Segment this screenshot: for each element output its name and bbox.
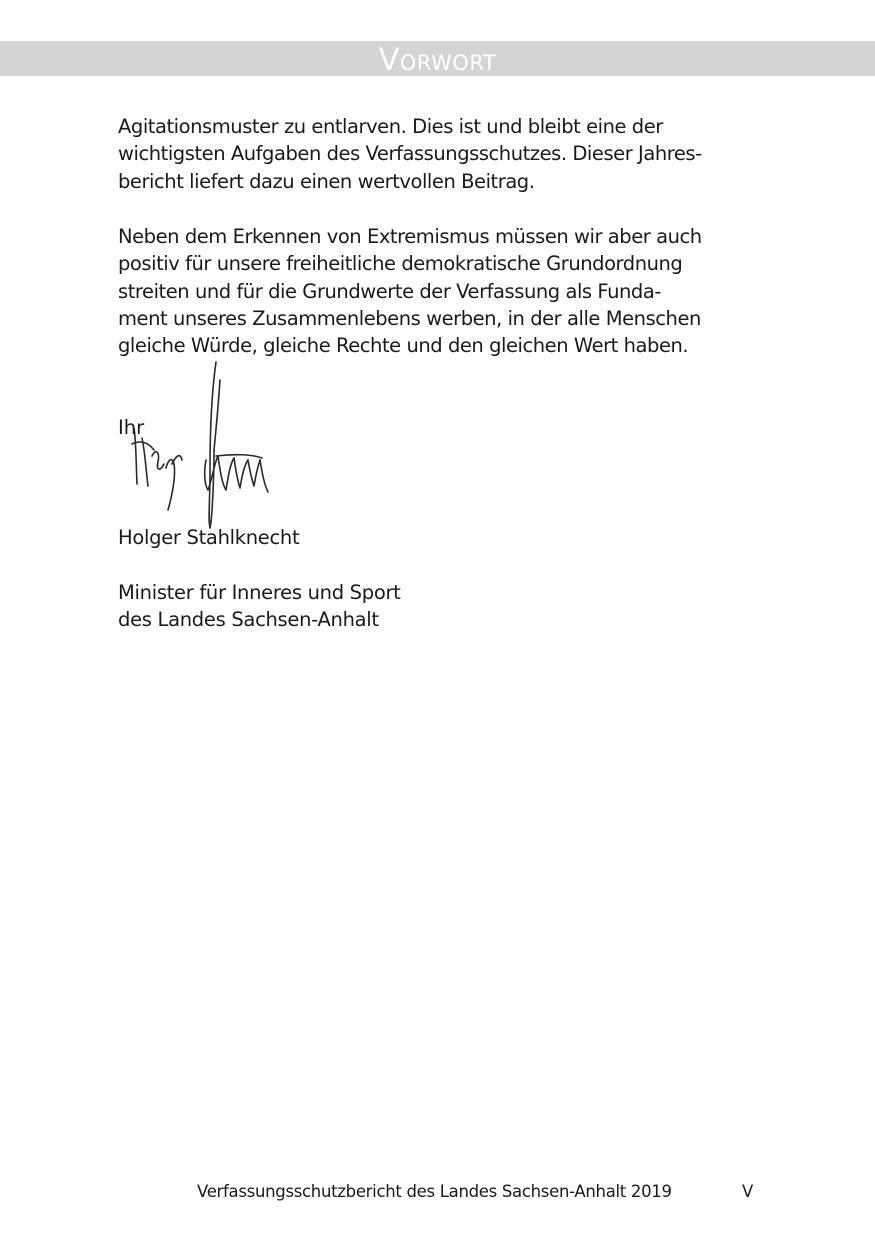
paragraph-line: ment unseres Zusammenlebens werben, in der alle Menschen — [118, 306, 701, 330]
paragraph-line: Neben dem Erkennen von Extremismus müssen wir aber auch — [118, 225, 702, 248]
handwritten-signature — [112, 360, 282, 545]
paragraph-line: Agitationsmuster zu entlarven. Dies ist und bleibt eine der — [118, 115, 663, 138]
signer-title — [118, 579, 401, 634]
page-number: V — [742, 1182, 754, 1201]
paragraph-line: gleiche Würde, gleiche Rechte und den gleichen Wert haben. — [118, 334, 689, 358]
paragraph-line: streiten und für die Grundwerte der Verfassung als Funda- — [118, 279, 661, 303]
salutation: Ihr — [118, 416, 145, 439]
paragraph-line: wichtigsten Aufgaben des Verfassungsschutzes. Dieser Jahres- — [118, 142, 702, 166]
paragraph-2 — [118, 223, 738, 359]
page-title: Vorwort — [378, 43, 497, 78]
header-bar — [0, 41, 875, 76]
footer-publication-title: Verfassungsschutzbericht des Landes Sachsen-Anhalt 2019 — [197, 1182, 672, 1201]
paragraph-line: positiv für unsere freiheitliche demokratische Grundordnung — [118, 252, 683, 276]
signer-title-line: Minister für Inneres und Sport — [118, 581, 401, 604]
paragraph-1 — [118, 113, 738, 195]
paragraph-line: bericht liefert dazu einen wertvollen Beitrag. — [118, 169, 535, 193]
signer-title-line: des Landes Sachsen-Anhalt — [118, 608, 379, 632]
signer-name: Holger Stahlknecht — [118, 526, 300, 549]
